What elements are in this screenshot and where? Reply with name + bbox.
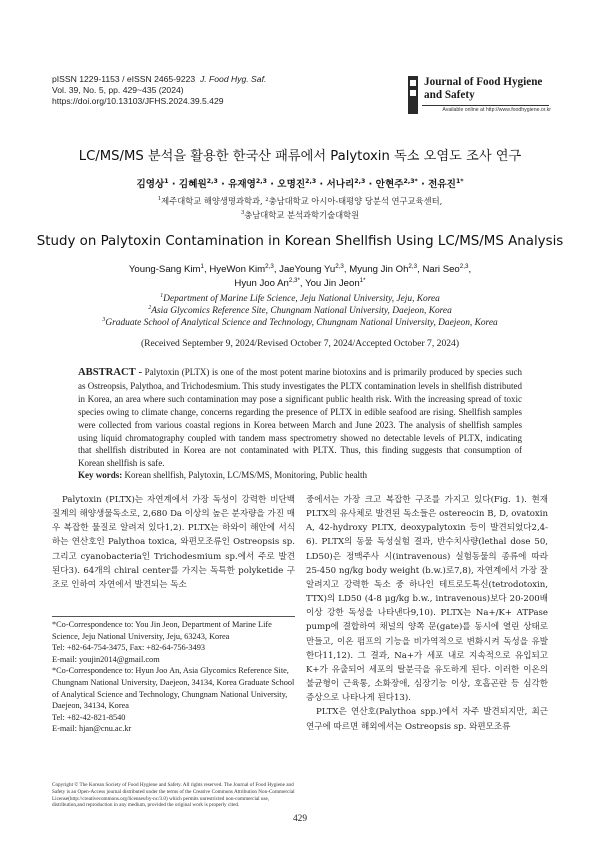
correspondence-2-tel: Tel: +82-42-821-8540 [52,712,126,722]
abstract [78,366,522,470]
journal-name-line1: Journal of Food Hygiene [424,76,543,88]
abstract-text: Palytoxin (PLTX) is one of the most potent marine biotoxins and is primarily produced by species such as Ostreopsis, Palythoa, and Trichodesmium. This study investigates the PLTX contamination levels in shellfish distributed in Korea, an area where such contamination may pose a significant public health risk. With the increasing spread of toxic species owing to climate change, concerns regarding the presence of PLTX in edible seafood are rising. Shellfish samples were collected from various coastal regions in Korea between March and June 2023. The analysis of shellfish samples using liquid chromatography coupled with tandem mass spectrometry showed no detectable levels of PLTX, indicating that shellfish distributed in Korea are not contaminated with PLTX. Thus, this finding suggests that consumption of Korean shellfish is safe. [78,367,522,469]
keywords-label: Key words: [78,470,123,480]
korean-authors: 김영상$^1$ · 김혜원$^{2,3}$ · 유재영$^{2,3}$ · 오명진$^{2,3}$ · 서나리$^{2,3}$ · 안현주$^{2,3*}$ · 전유진$^{1*}$ [136,177,464,190]
journal-divider [422,105,549,106]
author-ko-1: 김영상$^1$ [136,177,169,190]
author-ko-7: 전유진$^{1*}$ [428,177,464,190]
english-authors-line1: Young-Sang Kim$^1$, HyeWon Kim$^{2,3}$, JaeYoung Yu$^{2,3}$, Myung Jin Oh$^{2,3}$, Nari Seo$^{2,3}$, [128,263,472,276]
page-number: 429 [292,814,308,824]
doi-link[interactable]: https://doi.org/10.13103/JFHS.2024.39.5.429 [52,96,224,107]
copyright-notice: Copyright © The Korean Society of Food Hygiene and Safety. All rights reserved. The Journal of Food Hygiene and Safety is an Open-Access journal distributed under the terms of the Creative Commons Attribution Non-Commercial License(http://creativecommons.org/licenses/by-nc/3.0) which permits unrestricted non-commercial use, distribution,and reproduction in any medium, provided the original work is properly cited. [52,782,295,809]
english-authors-line2: Hyun Joo $An^{2,3*}$, You Jin Jeon$^{1*}$ [234,277,366,290]
correspondence-block [52,616,295,735]
abstract-label: ABSTRACT - [78,367,143,378]
author-ko-6: 안현주$^{2,3*}$ [375,177,418,190]
body-left-paragraph: Palytoxin (PLTX)는 자연계에서 가장 독성이 강력한 비단백질계의 해양생물독소로, 2,680 Da 이상의 높은 분자량을 가진 매우 복잡한 물질로 알려져 있다1,2). PLTX는 하와이 해안에 서식하는 연산호인 Palythoa toxica, 와편모조류인 Ostreopsis sp. 그리고 cyanobacteria인 Trichodesmium sp.에서 주로 발견된다3). 64개의 chiral center를 가지는 독특한 polyketide 구조로 인하여 자연에서 발견되는 독소 [52,495,295,590]
author-ko-3: 유재영$^{2,3}$ [228,177,267,190]
english-affiliation-1: $^1$Department of Marine Life Science, Jeju National University, Jeju, Korea [160,293,440,305]
journal-abbrev: J. Food Hyg. Saf. [199,74,267,84]
body-right-paragraph-1: 중에서는 가장 크고 복잡한 구조를 가지고 있다(Fig. 1). 현재 PLTX의 유사체로 발견된 독소들은 ostereocin B, D, ovatoxin A, 42-hydroxy PLTX, deoxypalytoxin 등이 발견되었다2,4-6). PLTX의 동물 독성실험 결과, 반수치사량(lethal dose 50, LD50)은 정맥주사 시(intravenous) 실험동물의 종류에 따라 25-450 ng/kg body weight (b.w.)로7,8), 자연계에서 가장 잘 알려지고 강력한 독소 중 하나인 테트로도톡신(tetrodotoxin, TTX)의 LD50 (4-8 μg/kg b.w., intravenous)보다 20-200배 이상 강한 독성을 나타낸다9,10). PLTX는 Na+/K+ ATPase pump에 결합하여 채널의 양쪽 문(gate)를 동시에 열린 상태로 만들고, 이온 펌프의 기능을 비가역적으로 변화시켜 독성을 유발한다11,12). 그 결과, Na+가 세포 내로 지속적으로 유입되고 K+가 유출되어 세포의 탈분극을 유도하게 된다. 이러한 이온의 불균형이 근육통, 소화장애, 심장기능 이상, 호흡곤란 등 심각한 증상으로 나타나게 된다13). [306,495,548,704]
author-ko-5: 서나리$^{2,3}$ [326,177,366,190]
english-affiliation-3: $^3$Graduate School of Analytical Science and Technology, Chungnam National University, Daejeon, Korea [102,317,498,329]
body-right-paragraph-2: PLTX은 연산호(Palythoa spp.)에서 자주 발견되지만, 최근 연구에 따르면 해외에서는 Ostreopsis sp. 와편모조류 [306,707,548,732]
journal-header [52,74,266,108]
author-ko-2: 김혜원$^{2,3}$ [178,177,218,190]
correspondence-2: *Co-Correspondence to: Hyun Joo An, Asia Glycomics Reference Site, Chungnam National University, Daejeon, 34134, Korea Graduate School of Analytical Science and Technology, Chungnam National University, Daejeon, 34134, Korea [52,666,295,711]
korean-title: LC/MS/MS 분석을 활용한 한국산 패류에서 Palytoxin 독소 오염도 조사 연구 [78,149,522,164]
body-right-column [306,493,548,734]
body-left-column [52,493,295,592]
korean-affiliation-1: $^1$제주대학교 해양생명과학과, ²충남대학교 아시아-태평양 당분석 연구교육센터, [157,195,443,206]
journal-name [424,76,542,101]
correspondence-1: *Co-Correspondence to: You Jin Jeon, Department of Marine Life Science, Jeju National University, Jeju, 63243, Korea [52,620,272,641]
keywords-text: Korean shellfish, Palytoxin, LC/MS/MS, Monitoring, Public health [124,470,367,480]
journal-logo-icon [408,76,418,114]
journal-name-line2: and Safety [424,88,475,101]
volume-info: Vol. 39, No. 5, pp. 429~435 (2024) [52,85,184,96]
author-ko-4: 오명진$^{2,3}$ [277,177,317,190]
korean-affiliation-2: $^3$충남대학교 분석과학기술대학원 [240,209,360,220]
received-dates: (Received September 9, 2024/Revised October 7, 2024/Accepted October 7, 2024) [140,338,460,349]
keywords [78,470,522,480]
correspondence-2-email[interactable]: E-mail: hjan@cnu.ac.kr [52,724,132,734]
issn: pISSN 1229-1153 / eISSN 2465-9223 [52,74,196,84]
journal-url[interactable]: Available online at http://www.foodhygiene.or.kr [442,107,551,113]
correspondence-1-tel: Tel: +82-64-754-3475, Fax: +82-64-756-3493 [52,643,206,653]
english-affiliation-2: $^2$Asia Glycomics Reference Site, Chungnam National University, Daejeon, Korea [148,305,452,317]
english-title: Study on Palytoxin Contamination in Korean Shellfish Using LC/MS/MS Analysis [36,234,564,249]
correspondence-1-email[interactable]: E-mail: youjin2014@gmail.com [52,654,160,664]
